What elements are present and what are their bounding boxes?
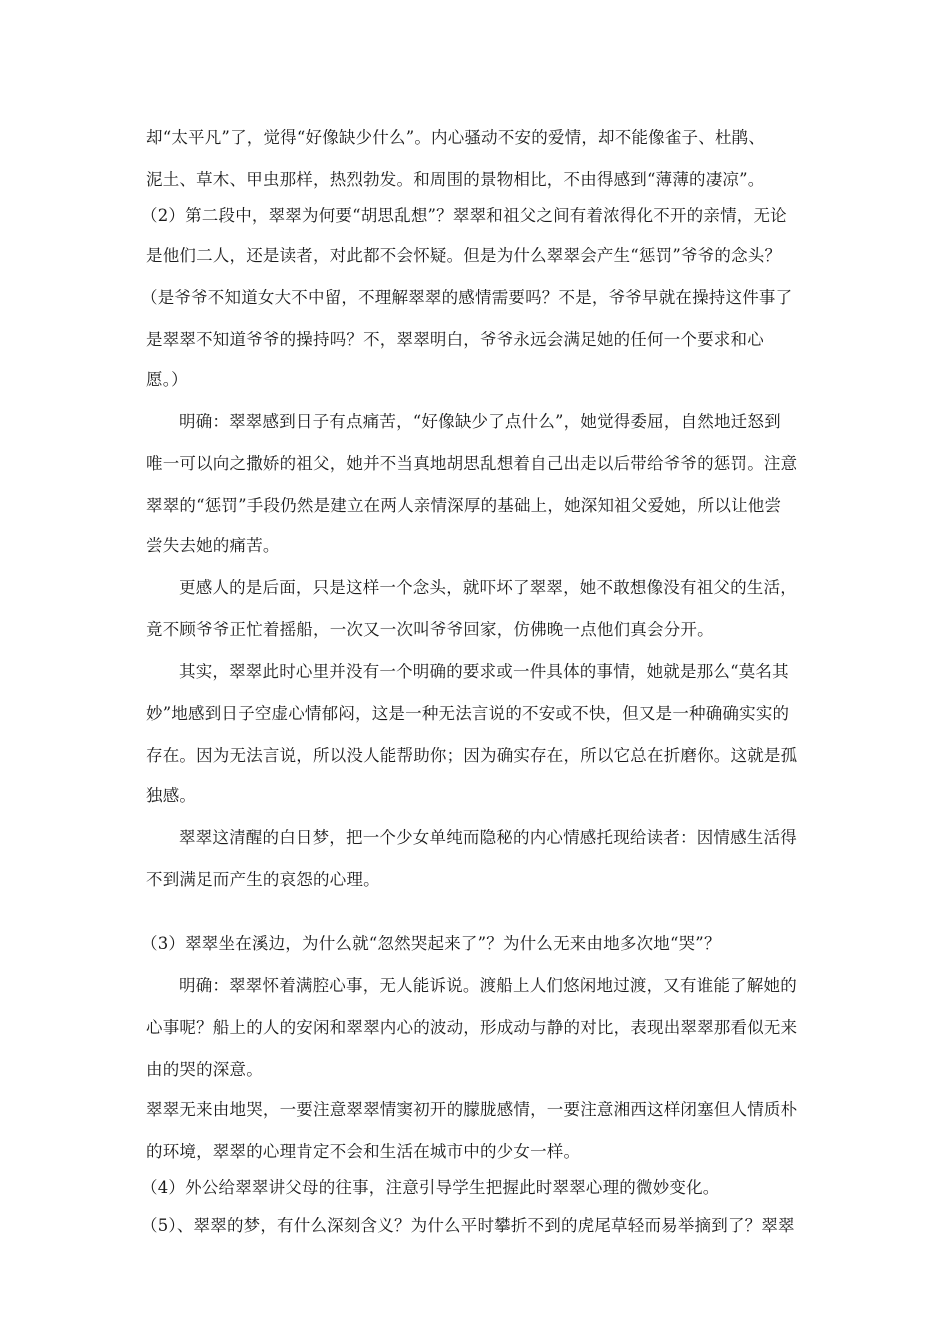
text-line: 妙”地感到日子空虚心情郁闷，这是一种无法言说的不安或不快，但又是一种确确实实的 — [146, 704, 790, 723]
text-line: 明确：翠翠感到日子有点痛苦，“好像缺少了点什么”，她觉得委屈，自然地迁怒到 — [179, 412, 781, 431]
text-line: 心事呢？船上的人的安闲和翠翠内心的波动，形成动与静的对比，表现出翠翠那看似无来 — [146, 1018, 798, 1037]
text-line: 唯一可以向之撒娇的祖父，她并不当真地胡思乱想着自己出走以后带给爷爷的惩罚。注意 — [146, 454, 798, 473]
text-line: 愿。） — [146, 370, 188, 389]
text-line: 翠翠这清醒的白日梦，把一个少女单纯而隐秘的内心情感托现给读者：因情感生活得 — [179, 828, 797, 847]
text-line: 独感。 — [146, 786, 197, 805]
text-line: （3）翠翠坐在溪边，为什么就“忽然哭起来了”？为什么无来由地多次地“哭”？ — [141, 934, 721, 953]
text-line: （4）外公给翠翠讲父母的往事，注意引导学生把握此时翠翠心理的微妙变化。 — [141, 1178, 720, 1197]
text-line: 是他们二人，还是读者，对此都不会怀疑。但是为什么翠翠会产生“惩罚”爷爷的念头？ — [146, 246, 782, 265]
text-line: 泥土、草木、甲虫那样，热烈勃发。和周围的景物相比，不由得感到“薄薄的凄凉”。 — [146, 170, 765, 189]
text-line: （2）第二段中，翠翠为何要“胡思乱想”？翠翠和祖父之间有着浓得化不开的亲情，无论 — [141, 206, 787, 225]
text-line: 竟不顾爷爷正忙着摇船，一次又一次叫爷爷回家，仿佛晚一点他们真会分开。 — [146, 620, 714, 639]
text-line: 不到满足而产生的哀怨的心理。 — [146, 870, 380, 889]
text-line: 明确：翠翠怀着满腔心事，无人能诉说。渡船上人们悠闲地过渡，又有谁能了解她的 — [179, 976, 797, 995]
text-line: 尝失去她的痛苦。 — [146, 536, 280, 555]
text-line: 由的哭的深意。 — [146, 1060, 263, 1079]
text-line: （是爷爷不知道女大不中留，不理解翠翠的感情需要吗？不是，爷爷早就在操持这件事了 — [141, 288, 793, 307]
text-line: 其实，翠翠此时心里并没有一个明确的要求或一件具体的事情，她就是那么“莫名其 — [179, 662, 789, 681]
text-line: 更感人的是后面，只是这样一个念头，就吓坏了翠翠，她不敢想像没有祖父的生活， — [179, 578, 797, 597]
text-line: 翠翠无来由地哭，一要注意翠翠情窦初开的朦胧感情，一要注意湘西这样闭塞但人情质朴 — [146, 1100, 798, 1119]
text-line: 是翠翠不知道爷爷的操持吗？不，翠翠明白，爷爷永远会满足她的任何一个要求和心 — [146, 330, 764, 349]
text-line: （5）、翠翠的梦，有什么深刻含义？为什么平时攀折不到的虎尾草轻而易举摘到了？翠翠 — [141, 1216, 795, 1235]
text-line: 却“太平凡”了，觉得“好像缺少什么”。内心骚动不安的爱情，却不能像雀子、杜鹃、 — [146, 128, 766, 147]
text-line: 的环境，翠翠的心理肯定不会和生活在城市中的少女一样。 — [146, 1142, 581, 1161]
text-line: 翠翠的“惩罚”手段仍然是建立在两人亲情深厚的基础上，她深知祖父爱她，所以让他尝 — [146, 496, 782, 515]
text-line: 存在。因为无法言说，所以没人能帮助你；因为确实存在，所以它总在折磨你。这就是孤 — [146, 746, 798, 765]
